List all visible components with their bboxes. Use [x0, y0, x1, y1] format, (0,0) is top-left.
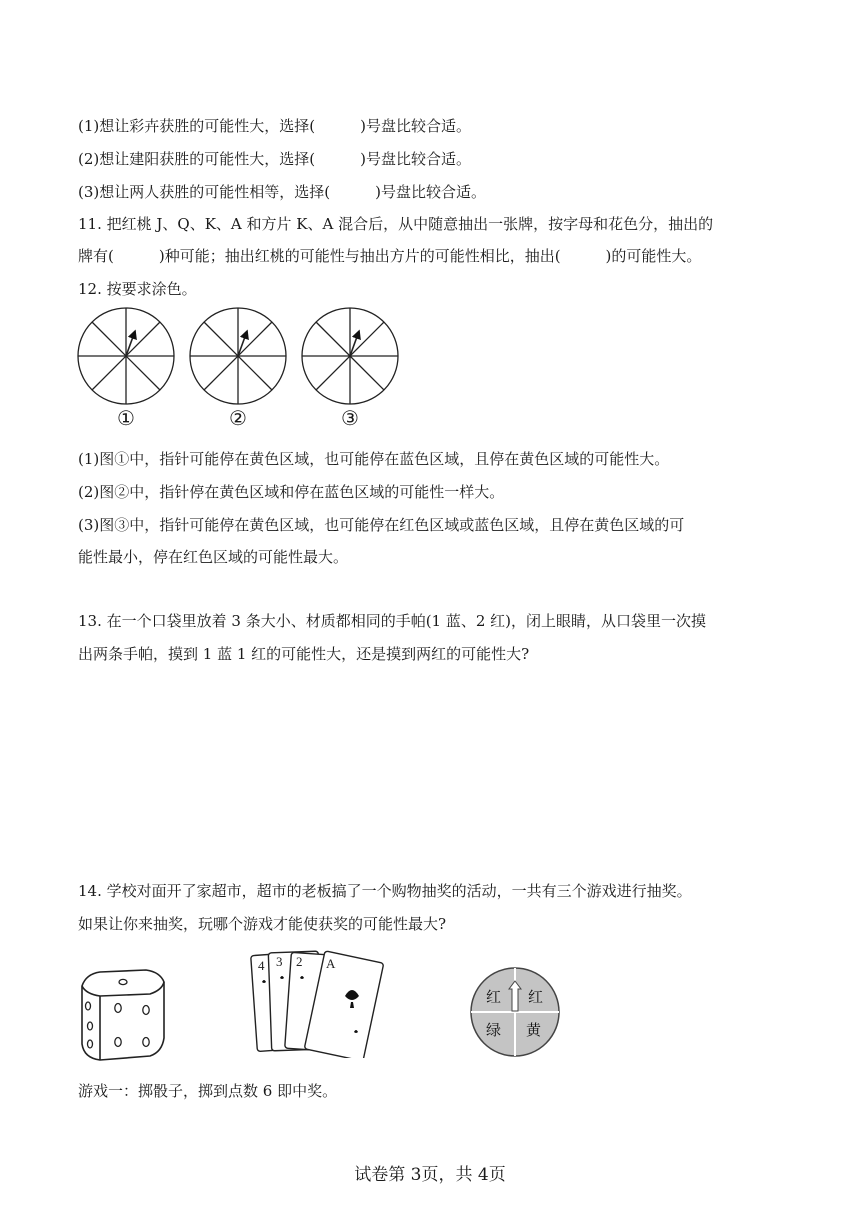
q12-item-2: (2)图②中，指针停在黄色区域和停在蓝色区域的可能性一样大。	[78, 483, 505, 501]
wheel-label-yellow: 黄	[526, 1021, 542, 1039]
color-wheel-icon	[468, 965, 563, 1060]
q10-item-1: (1)想让彩卉获胜的可能性大，选择( )号盘比较合适。	[78, 117, 471, 135]
spinner-3	[302, 308, 398, 404]
card-label-3: 3	[276, 954, 283, 969]
q10-item-2: (2)想让建阳获胜的可能性大，选择( )号盘比较合适。	[78, 150, 471, 168]
spinner-label-2: ②	[229, 406, 247, 430]
q10-item-3: (3)想让两人获胜的可能性相等，选择( )号盘比较合适。	[78, 183, 486, 201]
q14-line-1: 14. 学校对面开了家超市，超市的老板搞了一个购物抽奖的活动，一共有三个游戏进行抽奖。	[78, 882, 692, 900]
q11-line-1: 11. 把红桃 J、Q、K、A 和方片 K、A 混合后，从中随意抽出一张牌，按字母和花色分，抽出的	[78, 215, 714, 233]
spinner-2	[190, 308, 286, 404]
q14-line-2: 如果让你来抽奖，玩哪个游戏才能使获奖的可能性最大?	[78, 915, 447, 933]
q11-line-2: 牌有( )种可能；抽出红桃的可能性与抽出方片的可能性相比，抽出( )的可能性大。	[78, 247, 702, 265]
spinner-label-1: ①	[117, 406, 135, 430]
card-label-2: 2	[296, 954, 303, 969]
q13-line-2: 出两条手帕，摸到 1 蓝 1 红的可能性大，还是摸到两红的可能性大?	[78, 645, 530, 663]
wheel-label-red-right: 红	[528, 988, 544, 1006]
spinner-1	[78, 308, 174, 404]
dice-icon	[76, 964, 170, 1064]
page-footer: 试卷第 3页，共 4页	[354, 1165, 506, 1185]
playing-cards-icon	[250, 948, 390, 1058]
wheel-label-green: 绿	[486, 1021, 502, 1039]
spinner-diagrams	[76, 306, 406, 408]
q12-item-1: (1)图①中，指针可能停在黄色区域，也可能停在蓝色区域，且停在黄色区域的可能性大。	[78, 450, 670, 468]
q12-title: 12. 按要求涂色。	[78, 280, 197, 298]
card-label-4: 4	[258, 958, 265, 973]
q12-item-3b: 能性最小，停在红色区域的可能性最大。	[78, 548, 349, 566]
q13-line-1: 13. 在一个口袋里放着 3 条大小、材质都相同的手帕(1 蓝、2 红)，闭上眼睛，从口袋里一次摸	[78, 612, 707, 630]
spinner-label-3: ③	[341, 406, 359, 430]
card-label-ace: A	[326, 956, 336, 971]
wheel-label-red-left: 红	[486, 988, 502, 1006]
q12-item-3a: (3)图③中，指针可能停在黄色区域，也可能停在红色区域或蓝色区域，且停在黄色区域的可	[78, 516, 685, 534]
q14-game-1: 游戏一：掷骰子，掷到点数 6 即中奖。	[78, 1082, 338, 1100]
